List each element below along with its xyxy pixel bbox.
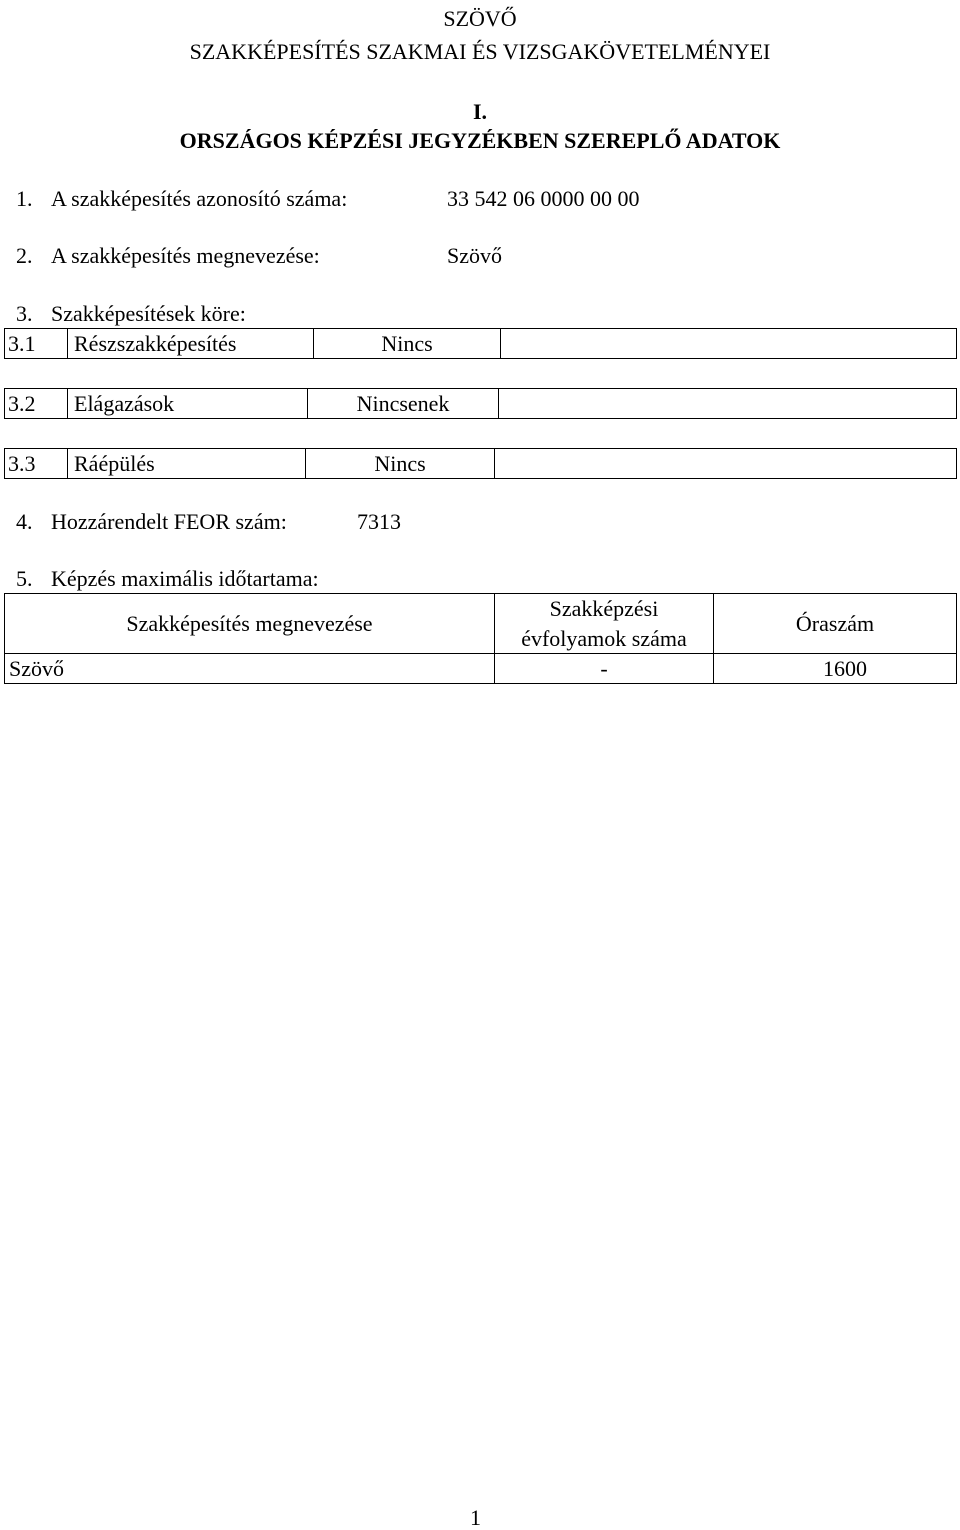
table-row bbox=[5, 389, 957, 419]
scope-row-label: Részszakképesítés bbox=[68, 329, 314, 359]
qualification-id-value: 33 542 06 0000 00 00 bbox=[447, 186, 640, 211]
header-grades bbox=[495, 594, 714, 654]
scope-table-partial bbox=[4, 328, 957, 359]
scope-row-label: Ráépülés bbox=[68, 449, 306, 479]
scope-table-branches bbox=[4, 388, 957, 419]
table-row bbox=[5, 449, 957, 479]
section-roman-numeral: I. bbox=[472, 99, 488, 124]
item-2-label: A szakképesítés megnevezése: bbox=[51, 243, 320, 268]
scope-row-number: 3.3 bbox=[5, 449, 68, 479]
table-row bbox=[5, 329, 957, 359]
item-1-label: A szakképesítés azonosító száma: bbox=[51, 186, 348, 211]
item-5-label: Képzés maximális időtartama: bbox=[51, 566, 319, 591]
scope-row-empty-cell bbox=[499, 389, 957, 419]
page-number: 1 bbox=[470, 1505, 481, 1530]
row-grades: - bbox=[495, 654, 714, 684]
document-title: SZÖVŐ bbox=[443, 6, 517, 31]
section-title: ORSZÁGOS KÉPZÉSI JEGYZÉKBEN SZEREPLŐ ADATOK bbox=[179, 128, 781, 153]
header-hours: Óraszám bbox=[714, 594, 957, 654]
scope-table-extension bbox=[4, 448, 957, 479]
item-3-number: 3. bbox=[16, 301, 33, 326]
item-4-number: 4. bbox=[16, 509, 33, 534]
scope-row-number: 3.1 bbox=[5, 329, 68, 359]
scope-row-empty-cell bbox=[495, 449, 957, 479]
row-qualification-name: Szövő bbox=[5, 654, 495, 684]
scope-row-empty-cell bbox=[501, 329, 957, 359]
item-3-label: Szakképesítések köre: bbox=[51, 301, 246, 326]
row-hours: 1600 bbox=[714, 654, 957, 684]
table-header-row bbox=[5, 594, 957, 654]
training-duration-table bbox=[4, 593, 957, 684]
header-qualification-name: Szakképesítés megnevezése bbox=[5, 594, 495, 654]
qualification-name-value: Szövő bbox=[447, 243, 502, 268]
item-4-label: Hozzárendelt FEOR szám: bbox=[51, 509, 287, 534]
scope-row-value: Nincs bbox=[314, 329, 501, 359]
header-grades-line-1: Szakképzési bbox=[549, 596, 659, 621]
feor-number-value: 7313 bbox=[357, 509, 401, 534]
scope-row-value: Nincsenek bbox=[308, 389, 499, 419]
header-grades-line-2: évfolyamok száma bbox=[521, 625, 687, 651]
item-1-number: 1. bbox=[16, 186, 33, 211]
document-subtitle: SZAKKÉPESÍTÉS SZAKMAI ÉS VIZSGAKÖVETELMÉNYEI bbox=[189, 39, 771, 64]
scope-row-value: Nincs bbox=[306, 449, 495, 479]
item-5-number: 5. bbox=[16, 566, 33, 591]
scope-row-number: 3.2 bbox=[5, 389, 68, 419]
item-2-number: 2. bbox=[16, 243, 33, 268]
table-row bbox=[5, 654, 957, 684]
scope-row-label: Elágazások bbox=[68, 389, 308, 419]
